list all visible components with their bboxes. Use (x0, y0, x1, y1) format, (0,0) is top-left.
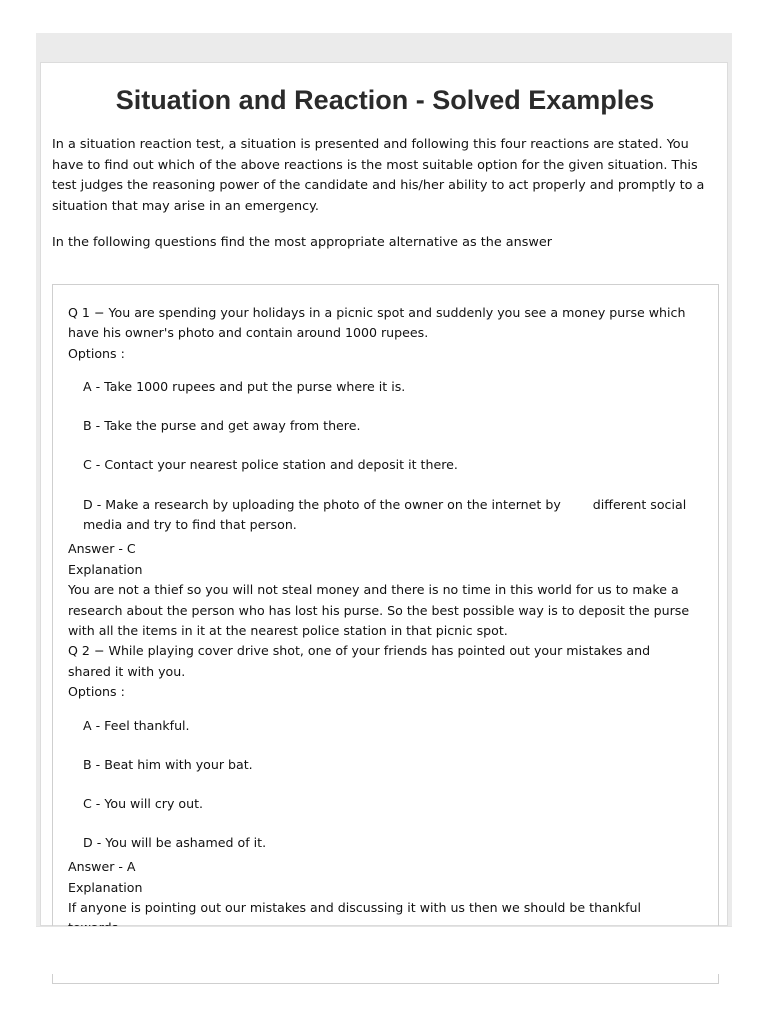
explanation-text: You are not a thief so you will not steal money and there is no time in this world for us to make a research about the person who has lost his purse. So the best possible way is to deposit the purse with all the items in it at the nearest police station in that picnic spot. (68, 582, 690, 638)
question-text: Q 2 − While playing cover drive shot, one of your friends has pointed out your mistakes and shared it with you. (68, 643, 651, 679)
option-b: B - Take the purse and get away from there. (83, 418, 361, 434)
question-block (68, 303, 693, 641)
document-page (40, 62, 728, 926)
option-d: D - Make a research by uploading the photo of the owner on the internet by different social media and try to find that person. (83, 496, 691, 532)
options-label: Options : (68, 345, 125, 361)
explanation-label: Explanation (68, 561, 143, 577)
option-a: A - Take 1000 rupees and put the purse where it is. (83, 379, 406, 395)
answer-text: Answer - A (68, 859, 136, 875)
option-d: D - You will be ashamed of it. (83, 834, 267, 850)
explanation-label: Explanation (68, 879, 143, 895)
option-c: C - You will cry out. (83, 795, 204, 811)
options-label: Options : (68, 684, 125, 700)
option-b: B - Beat him with your bat. (83, 756, 253, 772)
instruction-paragraph: In the following questions find the most appropriate alternative as the answer (52, 235, 552, 250)
questions-box (52, 284, 719, 984)
explanation-text: If anyone is pointing out our mistakes and discussing it with us then we should be thankful (68, 900, 642, 916)
question-text: Q 1 − You are spending your holidays in a picnic spot and suddenly you see a money purse which have his owner's photo and contain around 1000 rupees. (68, 305, 686, 341)
option-c: C - Contact your nearest police station and deposit it there. (83, 457, 458, 473)
question-block (68, 641, 693, 939)
page-footer-gap (36, 926, 732, 974)
answer-text: Answer - C (68, 541, 136, 557)
questions-content (68, 303, 693, 939)
option-a: A - Feel thankful. (83, 717, 190, 733)
page-title: Situation and Reaction - Solved Examples (115, 85, 655, 115)
intro-paragraph: In a situation reaction test, a situation is presented and following this four reactions are stated. You have to find out which of the above reactions is the most suitable option for the given situation. This test judges the reasoning power of the candidate and his/her ability to act properly and promptly to a situation that may arise in an emergency. (52, 137, 705, 214)
